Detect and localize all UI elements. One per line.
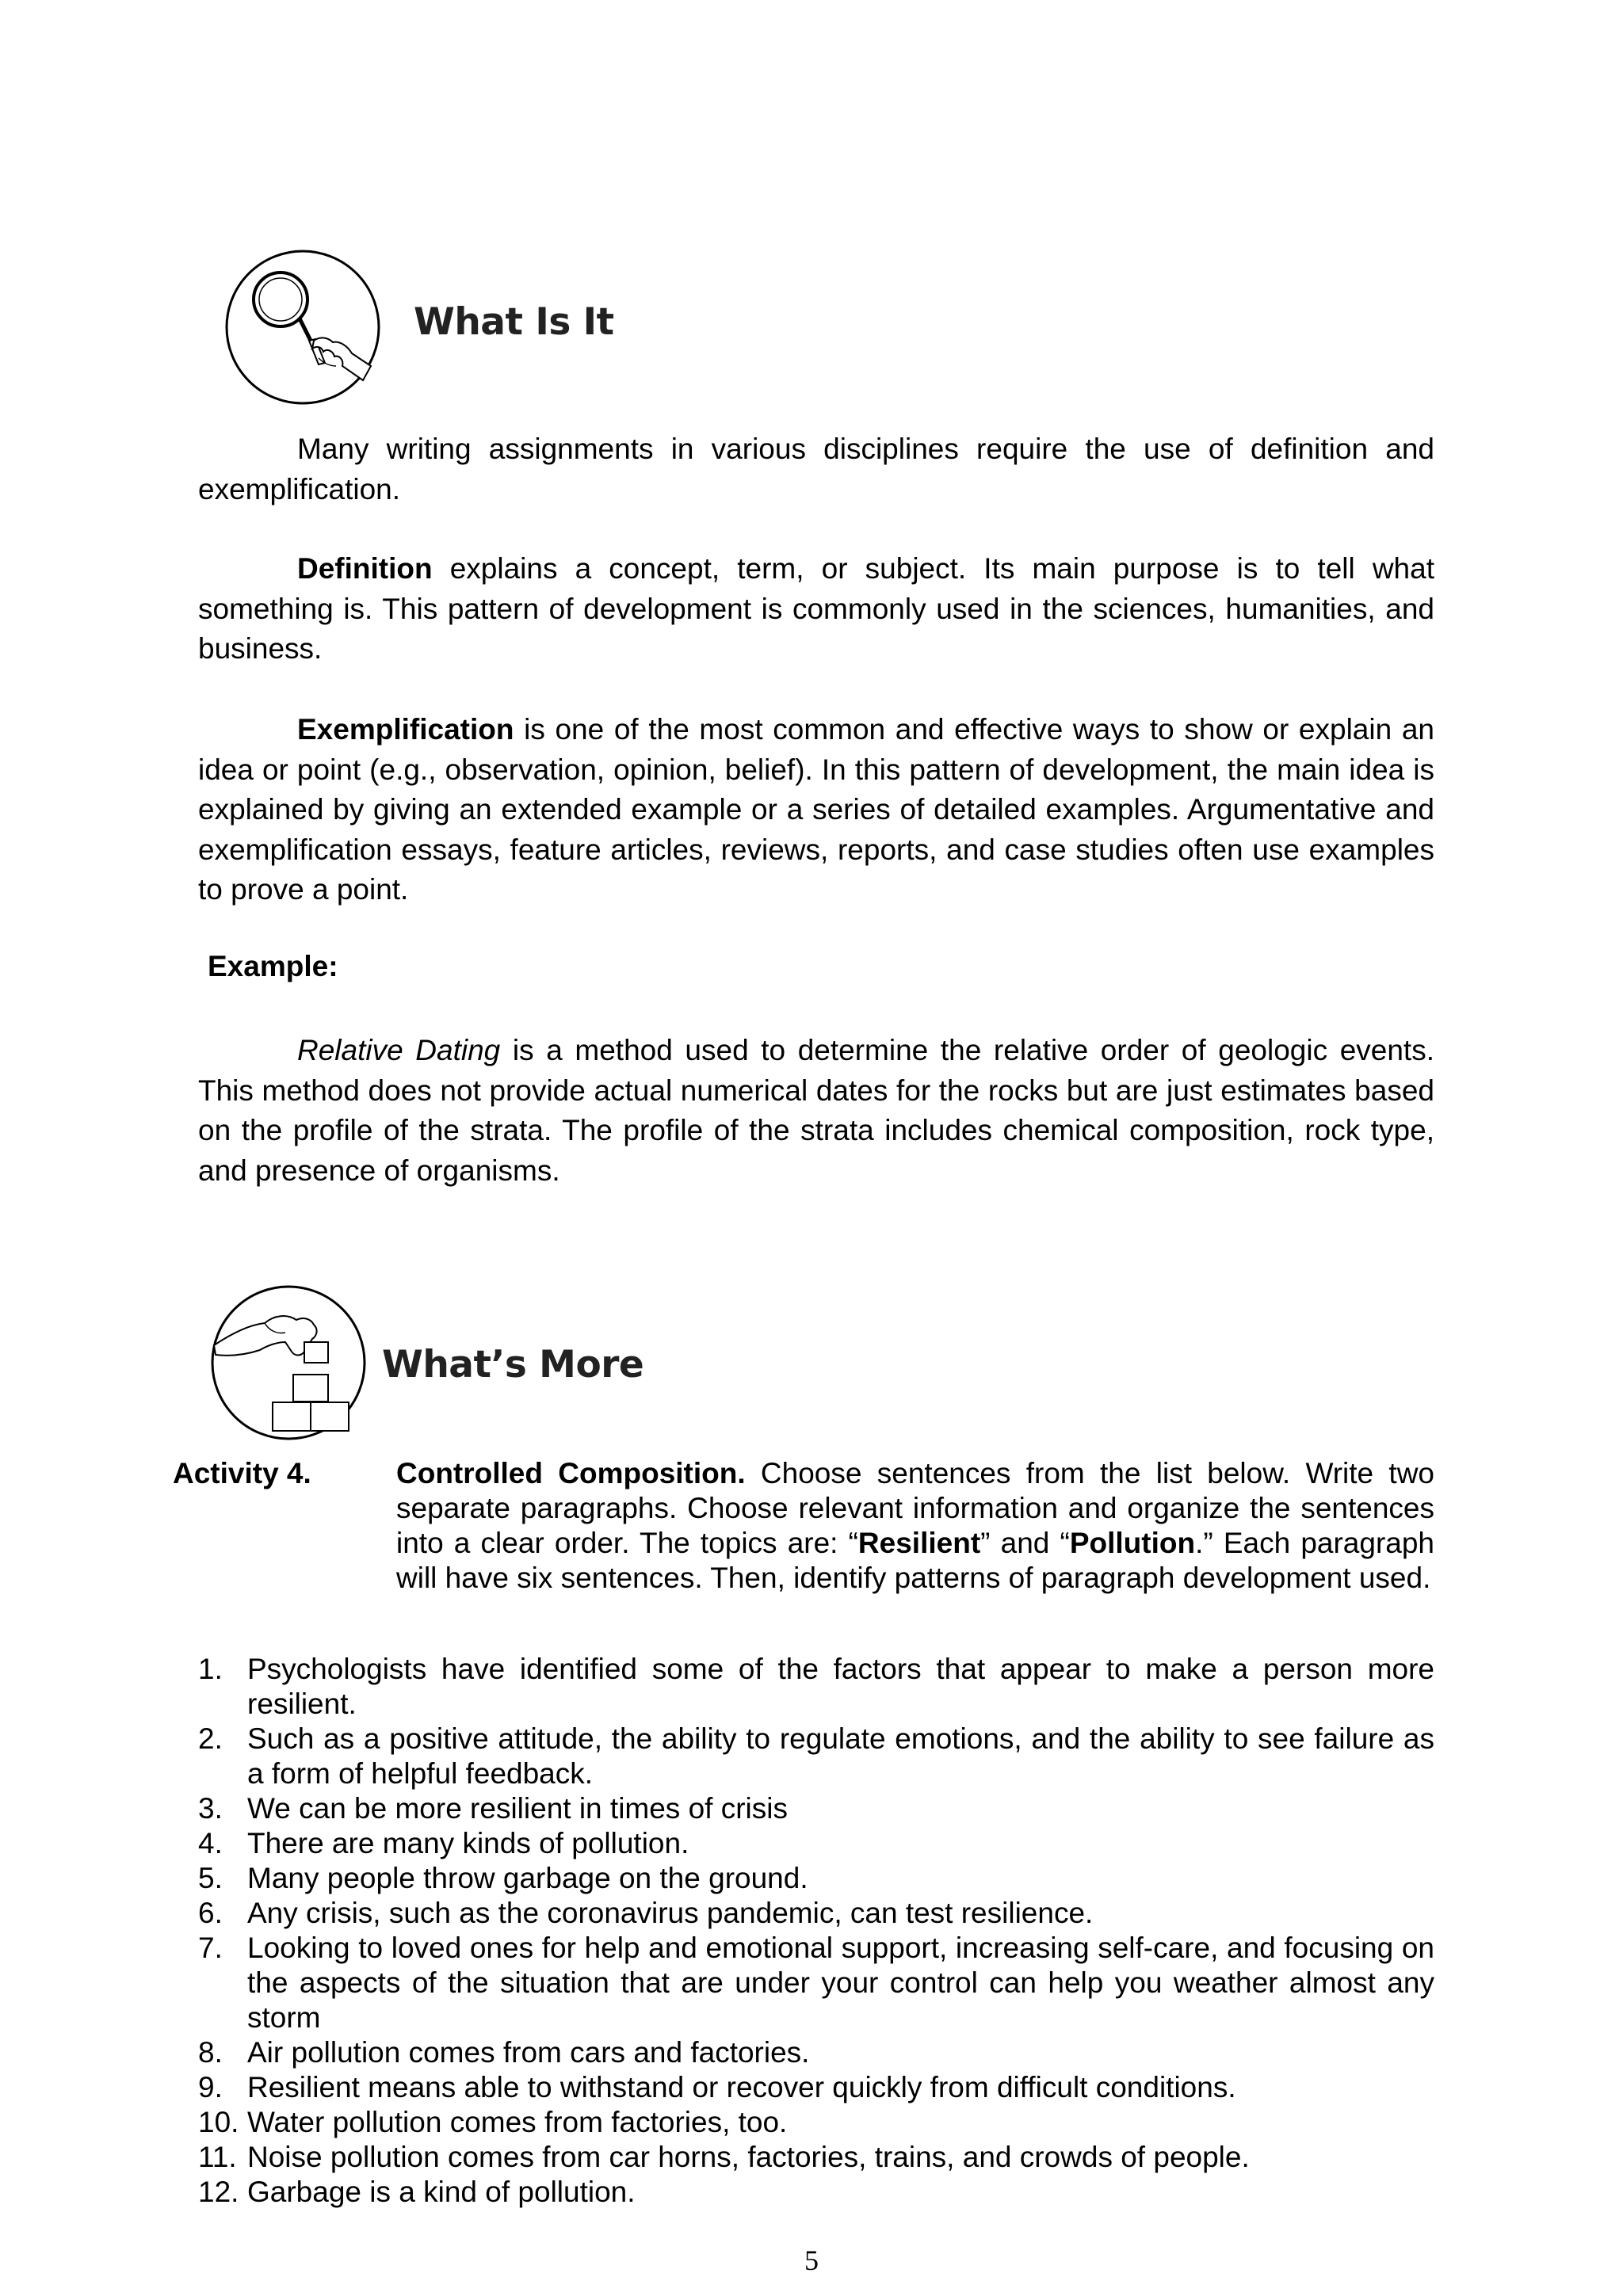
list-item-text: Water pollution comes from factories, too. <box>247 2106 788 2138</box>
exemplification-block <box>198 710 1434 910</box>
list-item-text: Garbage is a kind of pollution. <box>247 2176 636 2208</box>
list-item <box>198 2175 1434 2210</box>
list-item <box>198 1722 1434 1791</box>
list-item <box>198 2140 1434 2175</box>
definition-text: explains a concept, term, or subject. Its main purpose is to tell what something is. This pattern of development is commonly used in the sciences, humanities, and business. <box>198 552 1434 665</box>
exemplification-term: Exemplification <box>297 713 514 746</box>
list-item-number: 5. <box>198 1862 223 1894</box>
list-item-number: 12. <box>198 2176 239 2208</box>
list-item-text: Such as a positive attitude, the ability to regulate emotions, and the ability to see failure as a form of helpful feedback. <box>247 1722 1434 1790</box>
list-item <box>198 2105 1434 2140</box>
list-item-number: 3. <box>198 1792 223 1825</box>
list-item-number: 2. <box>198 1722 223 1755</box>
list-item <box>198 1861 1434 1896</box>
activity-4 <box>173 1456 1434 1596</box>
what-is-it-header <box>223 247 614 407</box>
list-item-text: Looking to loved ones for help and emotional support, increasing self-care, and focusing on the aspects of the situation that are under your control can help you weather almost any storm <box>247 1932 1434 2034</box>
example-text: is a method used to determine the relative order of geologic events. This method does not provide actual numerical dates for the rocks but are just estimates based on the profile of the strata. The profile of the strata includes chemical composition, rock type, and presence of organisms. <box>198 1034 1434 1187</box>
list-item <box>198 1791 1434 1826</box>
exemplification-text: is one of the most common and effective ways to show or explain an idea or point (e.g., observation, opinion, belief). In this pattern of development, the main idea is explained by giving an extended example or a series of detailed examples. Argumentative and exemplification essays, feature articles, reviews, reports, and case studies often use examples to prove a point. <box>198 713 1434 906</box>
stacking-blocks-icon <box>209 1283 371 1442</box>
sentence-list <box>198 1652 1434 2210</box>
list-item-text: Many people throw garbage on the ground. <box>247 1862 808 1894</box>
activity-label: Activity 4. <box>173 1457 311 1489</box>
activity-instructions <box>396 1456 1434 1596</box>
list-item-number: 9. <box>198 2071 223 2103</box>
list-item-number: 10. <box>198 2106 239 2138</box>
definition-term: Definition <box>297 552 433 585</box>
list-item-number: 1. <box>198 1653 223 1685</box>
list-item <box>198 1896 1434 1931</box>
list-item-text: Psychologists have identified some of the factors that appear to make a person more resilient. <box>247 1653 1434 1720</box>
list-item-text: Any crisis, such as the coronavirus pandemic, can test resilience. <box>247 1897 1094 1929</box>
magnifying-glass-icon <box>223 247 382 407</box>
list-item-text: Noise pollution comes from car horns, factories, trains, and crowds of people. <box>247 2141 1250 2173</box>
intro-paragraph: Many writing assignments in various disciplines require the use of definition and exemplification. <box>198 433 1434 505</box>
list-item <box>198 1826 1434 1861</box>
definition-block <box>198 549 1434 669</box>
page-number: 5 <box>804 2245 819 2276</box>
whats-more-header <box>209 1283 643 1442</box>
list-item <box>198 2070 1434 2105</box>
list-item-number: 7. <box>198 1932 223 1964</box>
section-title-whats-more: What’s More <box>382 1342 644 1386</box>
instructions-part-3: .” Each paragraph will have six sentences. Then, identify patterns of paragraph development used. <box>396 1527 1435 1594</box>
list-item-number: 8. <box>198 2036 223 2069</box>
list-item-number: 4. <box>198 1827 223 1859</box>
what-is-it-body <box>198 429 1434 509</box>
list-item-text: Resilient means able to withstand or recover quickly from difficult conditions. <box>247 2071 1236 2103</box>
instructions-part-2: ” and “ <box>980 1527 1070 1559</box>
activity-title: Controlled Composition. <box>396 1457 746 1489</box>
example-paragraph <box>198 1031 1434 1191</box>
example-block <box>198 1031 1434 1191</box>
list-item-text: Air pollution comes from cars and factories. <box>247 2036 810 2069</box>
list-item-number: 11. <box>198 2141 237 2173</box>
list-item-text: There are many kinds of pollution. <box>247 1827 689 1859</box>
definition-paragraph <box>198 549 1434 669</box>
section-title-what-is-it: What Is It <box>414 299 614 344</box>
exemplification-paragraph <box>198 710 1434 910</box>
topic-resilient: Resilient <box>857 1527 981 1559</box>
topic-pollution: Pollution <box>1069 1527 1196 1559</box>
list-item-number: 6. <box>198 1897 223 1929</box>
list-item <box>198 2035 1434 2070</box>
example-term: Relative Dating <box>297 1034 501 1066</box>
list-item <box>198 1931 1434 2035</box>
example-label: Example: <box>208 950 338 982</box>
list-item <box>198 1652 1434 1722</box>
instructions-part-1: Choose sentences from the list below. Write two separate paragraphs. Choose relevant information and organize the sentences into a clear order. The topics are: “ <box>396 1457 1434 1559</box>
list-item-text: We can be more resilient in times of crisis <box>247 1792 788 1825</box>
